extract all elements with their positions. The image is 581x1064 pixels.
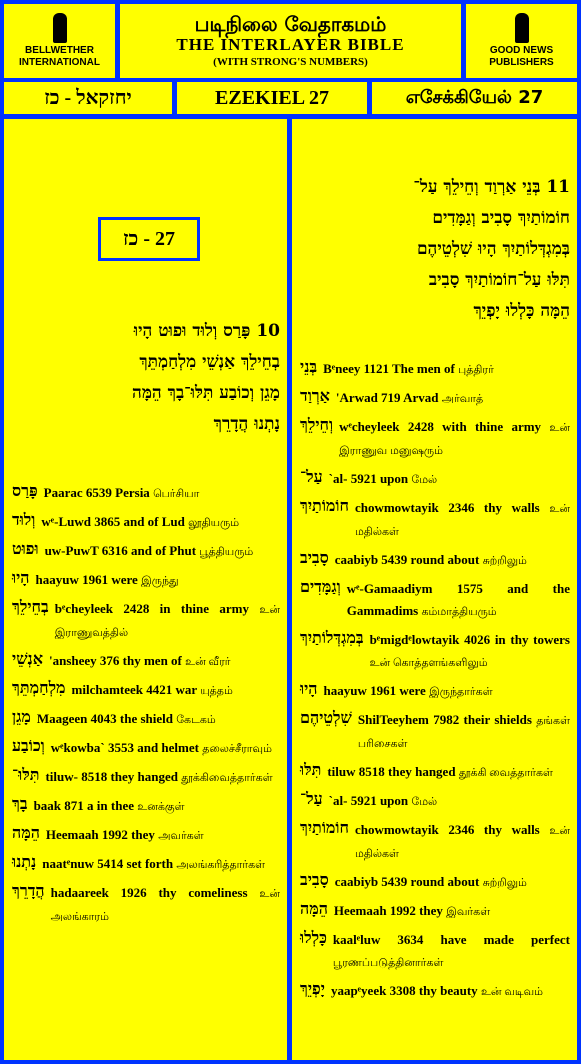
- english-gloss: yaapᵉyeek 3308 thy beauty: [330, 983, 478, 998]
- english-gloss: uw-PuwT 6316 and of Phut: [44, 543, 197, 558]
- verse-10-word-list: [12, 482, 280, 934]
- tamil-gloss: இருந்தார்கள்: [429, 686, 493, 698]
- book-hebrew: [4, 82, 172, 114]
- book-english: [177, 82, 367, 114]
- verse-line: הֵמָּה כָּלְלוּ יָפְיֵךְ: [473, 301, 570, 321]
- word-gloss: [333, 929, 570, 974]
- word-entry: [300, 578, 570, 623]
- book-tamil-text: எசேக்கியேல் 27: [405, 86, 544, 108]
- word-entry: [300, 709, 570, 755]
- hebrew-word: עַל־: [300, 789, 323, 808]
- tamil-gloss: உன் மதில்கள்: [354, 825, 570, 860]
- english-gloss: kaalᵉluw 3634 have made perfect: [332, 932, 570, 947]
- verse-line: תִּלּוּ עַל־חוֹמוֹתַיִךְ סָבִיב: [428, 270, 570, 290]
- chapter-label: 27 - כז: [122, 227, 175, 250]
- verse-line: חוֹמוֹתַיִךְ סָבִיב וְגַמָּדִים: [432, 208, 570, 228]
- word-entry: [12, 598, 280, 644]
- tamil-gloss: தங்கள் பரிசைகள்: [357, 715, 571, 750]
- tamil-gloss: உன் வீரர்: [185, 656, 231, 668]
- hebrew-word: בְּמִגְדְּלוֹתַיִךְ: [300, 628, 364, 647]
- tamil-gloss: உன் கொத்தளங்களிலும்: [369, 657, 488, 669]
- hebrew-word: מִלְחַמְתֵּךְ: [12, 678, 66, 697]
- word-gloss: [355, 497, 570, 543]
- word-entry: [300, 819, 570, 865]
- tamil-gloss: பூத்தியரும்: [199, 546, 254, 558]
- verse-line: 11 בְּנֵי אַרְוַד וְחֵילֵךְ עַל־: [413, 177, 570, 197]
- word-gloss: [46, 824, 280, 847]
- english-gloss: haayuw 1961 were: [35, 572, 138, 587]
- tamil-gloss: புத்திரர்: [458, 364, 494, 376]
- word-entry: [12, 540, 280, 563]
- english-gloss: Maageen 4043 the shield: [36, 711, 173, 726]
- word-entry: [300, 929, 570, 974]
- hebrew-word: בָךְ: [12, 794, 28, 813]
- subtitle: (WITH STRONG'S NUMBERS): [213, 56, 368, 68]
- word-entry: [12, 679, 280, 702]
- hebrew-word: בְחֵילֵךְ: [12, 597, 49, 616]
- hebrew-word: שִׁלְטֵיהֶם: [300, 708, 352, 727]
- word-entry: [300, 387, 570, 410]
- word-gloss: [44, 482, 280, 505]
- hebrew-word: אַרְוַד: [300, 386, 330, 405]
- english-gloss: tiluw- 8518 they hanged: [45, 769, 179, 784]
- english-gloss: Heemaah 1992 they: [333, 903, 443, 918]
- bellwether-logo: [4, 4, 115, 78]
- hebrew-word: סָבִיב: [300, 870, 329, 889]
- english-gloss: hadaareek 1926 thy comeliness: [50, 885, 248, 900]
- verse-line: 10 פָּרַס וְלוּד וּפוּט הָיוּ: [133, 321, 280, 341]
- hebrew-word: סָבִיב: [300, 548, 329, 567]
- tamil-gloss: மேல்: [411, 796, 438, 808]
- hebrew-word: וְכוֹבַע: [12, 736, 45, 755]
- english-gloss: wᵉ-Luwd 3865 and of Lud: [41, 514, 185, 529]
- word-gloss: [355, 819, 570, 865]
- word-entry: [300, 629, 570, 674]
- word-entry: [12, 766, 280, 789]
- english-gloss: `al- 5921 upon: [328, 793, 409, 808]
- hebrew-word: וְגַמָּדִים: [300, 577, 341, 596]
- word-entry: [12, 853, 280, 876]
- hebrew-word: הֵמָּה: [12, 823, 40, 842]
- english-gloss: wᵉ-Gamaadiym 1575 and the Gammadims: [346, 581, 570, 618]
- tamil-gloss: பெர்சியா: [153, 488, 200, 500]
- word-gloss: [335, 871, 570, 894]
- word-gloss: [55, 598, 280, 644]
- book-hebrew-text: יחזקאל - כז: [44, 86, 132, 109]
- hebrew-word: תִּלּוּ־: [12, 765, 40, 784]
- tamil-gloss: பூரணப்படுத்தினார்கள்: [332, 957, 444, 969]
- hebrew-word: אַנְשֵׁי: [12, 649, 43, 668]
- hebrew-word: וְלוּד: [12, 510, 36, 529]
- english-gloss: bᵉmigdᵉlowtayik 4026 in thy towers: [369, 632, 570, 647]
- english-gloss: chowmowtayik 2346 thy walls: [354, 822, 540, 837]
- tamil-gloss: அர்வாத்: [441, 393, 484, 405]
- book-english-text: EZEKIEL 27: [215, 86, 329, 109]
- word-entry: [300, 900, 570, 923]
- tamil-gloss: இருந்து: [141, 575, 179, 587]
- hebrew-word: חוֹמוֹתַיִךְ: [300, 818, 349, 837]
- tamil-gloss: உனக்குள்: [137, 801, 185, 813]
- tamil-gloss: யுத்தம்: [200, 685, 233, 697]
- verse-line: נָתְנוּ הֲדָרֵךְ: [213, 414, 280, 434]
- verse-10-hebrew: [14, 316, 280, 440]
- tamil-gloss: உன் அலங்காரம்: [50, 888, 280, 923]
- tamil-gloss: சுற்றிலும்: [482, 555, 527, 567]
- word-entry: [300, 680, 570, 703]
- word-gloss: [358, 709, 570, 755]
- english-gloss: Heemaah 1992 they: [45, 827, 155, 842]
- word-entry: [12, 882, 280, 928]
- title-block: [120, 4, 461, 78]
- word-entry: [300, 468, 570, 491]
- word-gloss: [331, 980, 570, 1003]
- word-entry: [12, 569, 280, 592]
- word-entry: [300, 497, 570, 543]
- tamil-gloss: கேடகம்: [176, 714, 216, 726]
- hebrew-word: חוֹמוֹתַיִךְ: [300, 496, 349, 515]
- word-gloss: [347, 578, 570, 623]
- english-gloss: tiluw 8518 they hanged: [327, 764, 456, 779]
- title-english: THE INTERLAYER BIBLE: [176, 35, 405, 54]
- word-gloss: [327, 761, 570, 784]
- hebrew-word: הָיוּ: [12, 568, 30, 587]
- word-gloss: [49, 650, 280, 673]
- word-gloss: [329, 790, 570, 813]
- verse-line: בְחֵילֵךְ אַנְשֵׁי מִלְחַמְתֵּךְ: [139, 352, 280, 372]
- word-gloss: [370, 629, 570, 674]
- word-gloss: [36, 569, 281, 592]
- word-entry: [12, 795, 280, 818]
- tamil-gloss: உன் இராணுவ மனுஷரும்: [339, 422, 571, 457]
- hebrew-word: פָּרַס: [12, 481, 38, 500]
- english-gloss: wᵉkowba` 3553 and helmet: [50, 740, 199, 755]
- hebrew-word: וְחֵילֵךְ: [300, 415, 334, 434]
- goodnews-logo: [466, 4, 577, 78]
- english-gloss: wᵉcheyleek 2428 with thine army: [339, 419, 542, 434]
- hebrew-word: יָפְיֵךְ: [300, 979, 325, 998]
- word-entry: [300, 358, 570, 381]
- word-entry: [300, 871, 570, 894]
- word-entry: [300, 761, 570, 784]
- english-gloss: bᵉcheyleek 2428 in thine army: [54, 601, 249, 616]
- hebrew-word: הֵמָּה: [300, 899, 328, 918]
- tamil-gloss: உன் மதில்கள்: [354, 503, 570, 538]
- tamil-gloss: மேல்: [411, 474, 438, 486]
- english-gloss: Bᵉneey 1121 The men of: [323, 361, 455, 376]
- hebrew-word: הָיוּ: [300, 679, 318, 698]
- word-gloss: [45, 766, 280, 789]
- word-gloss: [37, 708, 280, 731]
- english-gloss: baak 871 a in thee: [33, 798, 134, 813]
- word-gloss: [51, 737, 280, 760]
- figure-icon: [53, 13, 67, 43]
- title-tamil: படிநிலை வேதாகமம்: [194, 12, 387, 36]
- word-entry: [12, 650, 280, 673]
- hebrew-word: עַל־: [300, 467, 323, 486]
- word-gloss: [335, 549, 570, 572]
- hebrew-word: נָתְנוּ: [12, 852, 37, 871]
- tamil-gloss: உன் இராணுவத்தில்: [54, 604, 281, 639]
- word-entry: [12, 824, 280, 847]
- figure-icon: [515, 13, 529, 43]
- tamil-gloss: தலைச்சீராவும்: [202, 743, 272, 755]
- english-gloss: 'ansheey 376 thy men of: [49, 653, 182, 668]
- word-gloss: [334, 900, 570, 923]
- word-entry: [300, 790, 570, 813]
- hebrew-word: כָּלְלוּ: [300, 928, 327, 947]
- tamil-gloss: அலங்கரித்தார்கள்: [176, 859, 266, 871]
- english-gloss: haayuw 1961 were: [323, 683, 426, 698]
- word-gloss: [324, 680, 571, 703]
- word-gloss: [34, 795, 280, 818]
- english-gloss: `al- 5921 upon: [328, 471, 409, 486]
- english-gloss: caabiyb 5439 round about: [334, 552, 480, 567]
- chapter-box: [98, 217, 200, 261]
- hebrew-word: תִּלּוּ: [300, 760, 322, 779]
- word-entry: [12, 511, 280, 534]
- tamil-gloss: கம்மாத்தியரும்: [421, 606, 497, 618]
- word-gloss: [45, 540, 280, 563]
- verse-line: מָגֵן וְכוֹבַע תִּלּוּ־בָךְ הֵמָּה: [132, 383, 280, 403]
- tamil-gloss: லூதியரும்: [188, 517, 240, 529]
- word-gloss: [51, 882, 280, 928]
- english-gloss: milchamteek 4421 war: [71, 682, 197, 697]
- tamil-gloss: அவர்கள்: [158, 830, 204, 842]
- word-entry: [300, 980, 570, 1003]
- hebrew-word: וּפוּט: [12, 539, 39, 558]
- word-entry: [12, 482, 280, 505]
- tamil-gloss: தூக்கி வைத்தார்கள்: [458, 767, 553, 779]
- goodnews-logo-text: GOOD NEWS PUBLISHERS: [489, 45, 554, 68]
- tamil-gloss: இவர்கள்: [446, 906, 491, 918]
- tamil-gloss: தூக்கிவைத்தார்கள்: [181, 772, 273, 784]
- word-gloss: [339, 416, 570, 462]
- word-entry: [300, 549, 570, 572]
- english-gloss: naatᵉnuw 5414 set forth: [42, 856, 174, 871]
- word-entry: [12, 737, 280, 760]
- verse-line: בְּמִגְדְּלוֹתַיִךְ הָיוּ שִׁלְטֵיהֶם: [416, 239, 570, 259]
- word-gloss: [72, 679, 280, 702]
- tamil-gloss: சுற்றிலும்: [482, 877, 527, 889]
- tamil-gloss: உன் வடிவம்: [480, 986, 543, 998]
- book-tamil: [372, 82, 577, 114]
- hebrew-word: מָגֵן: [12, 707, 31, 726]
- verse-11-hebrew: [300, 172, 570, 327]
- word-gloss: [336, 387, 570, 410]
- english-gloss: chowmowtayik 2346 thy walls: [354, 500, 540, 515]
- hebrew-word: בְּנֵי: [300, 357, 318, 376]
- word-gloss: [323, 358, 570, 381]
- word-gloss: [42, 853, 280, 876]
- word-gloss: [329, 468, 570, 491]
- verse-11-word-list: [300, 358, 570, 1009]
- bellwether-logo-text: BELLWETHER INTERNATIONAL: [19, 45, 100, 68]
- english-gloss: caabiyb 5439 round about: [334, 874, 480, 889]
- english-gloss: 'Arwad 719 Arvad: [335, 390, 439, 405]
- word-entry: [300, 416, 570, 462]
- word-entry: [12, 708, 280, 731]
- english-gloss: ShilTeeyhem 7982 their shields: [357, 712, 532, 727]
- word-gloss: [41, 511, 280, 534]
- english-gloss: Paarac 6539 Persia: [43, 485, 150, 500]
- hebrew-word: הֲדָרֵךְ: [12, 881, 45, 900]
